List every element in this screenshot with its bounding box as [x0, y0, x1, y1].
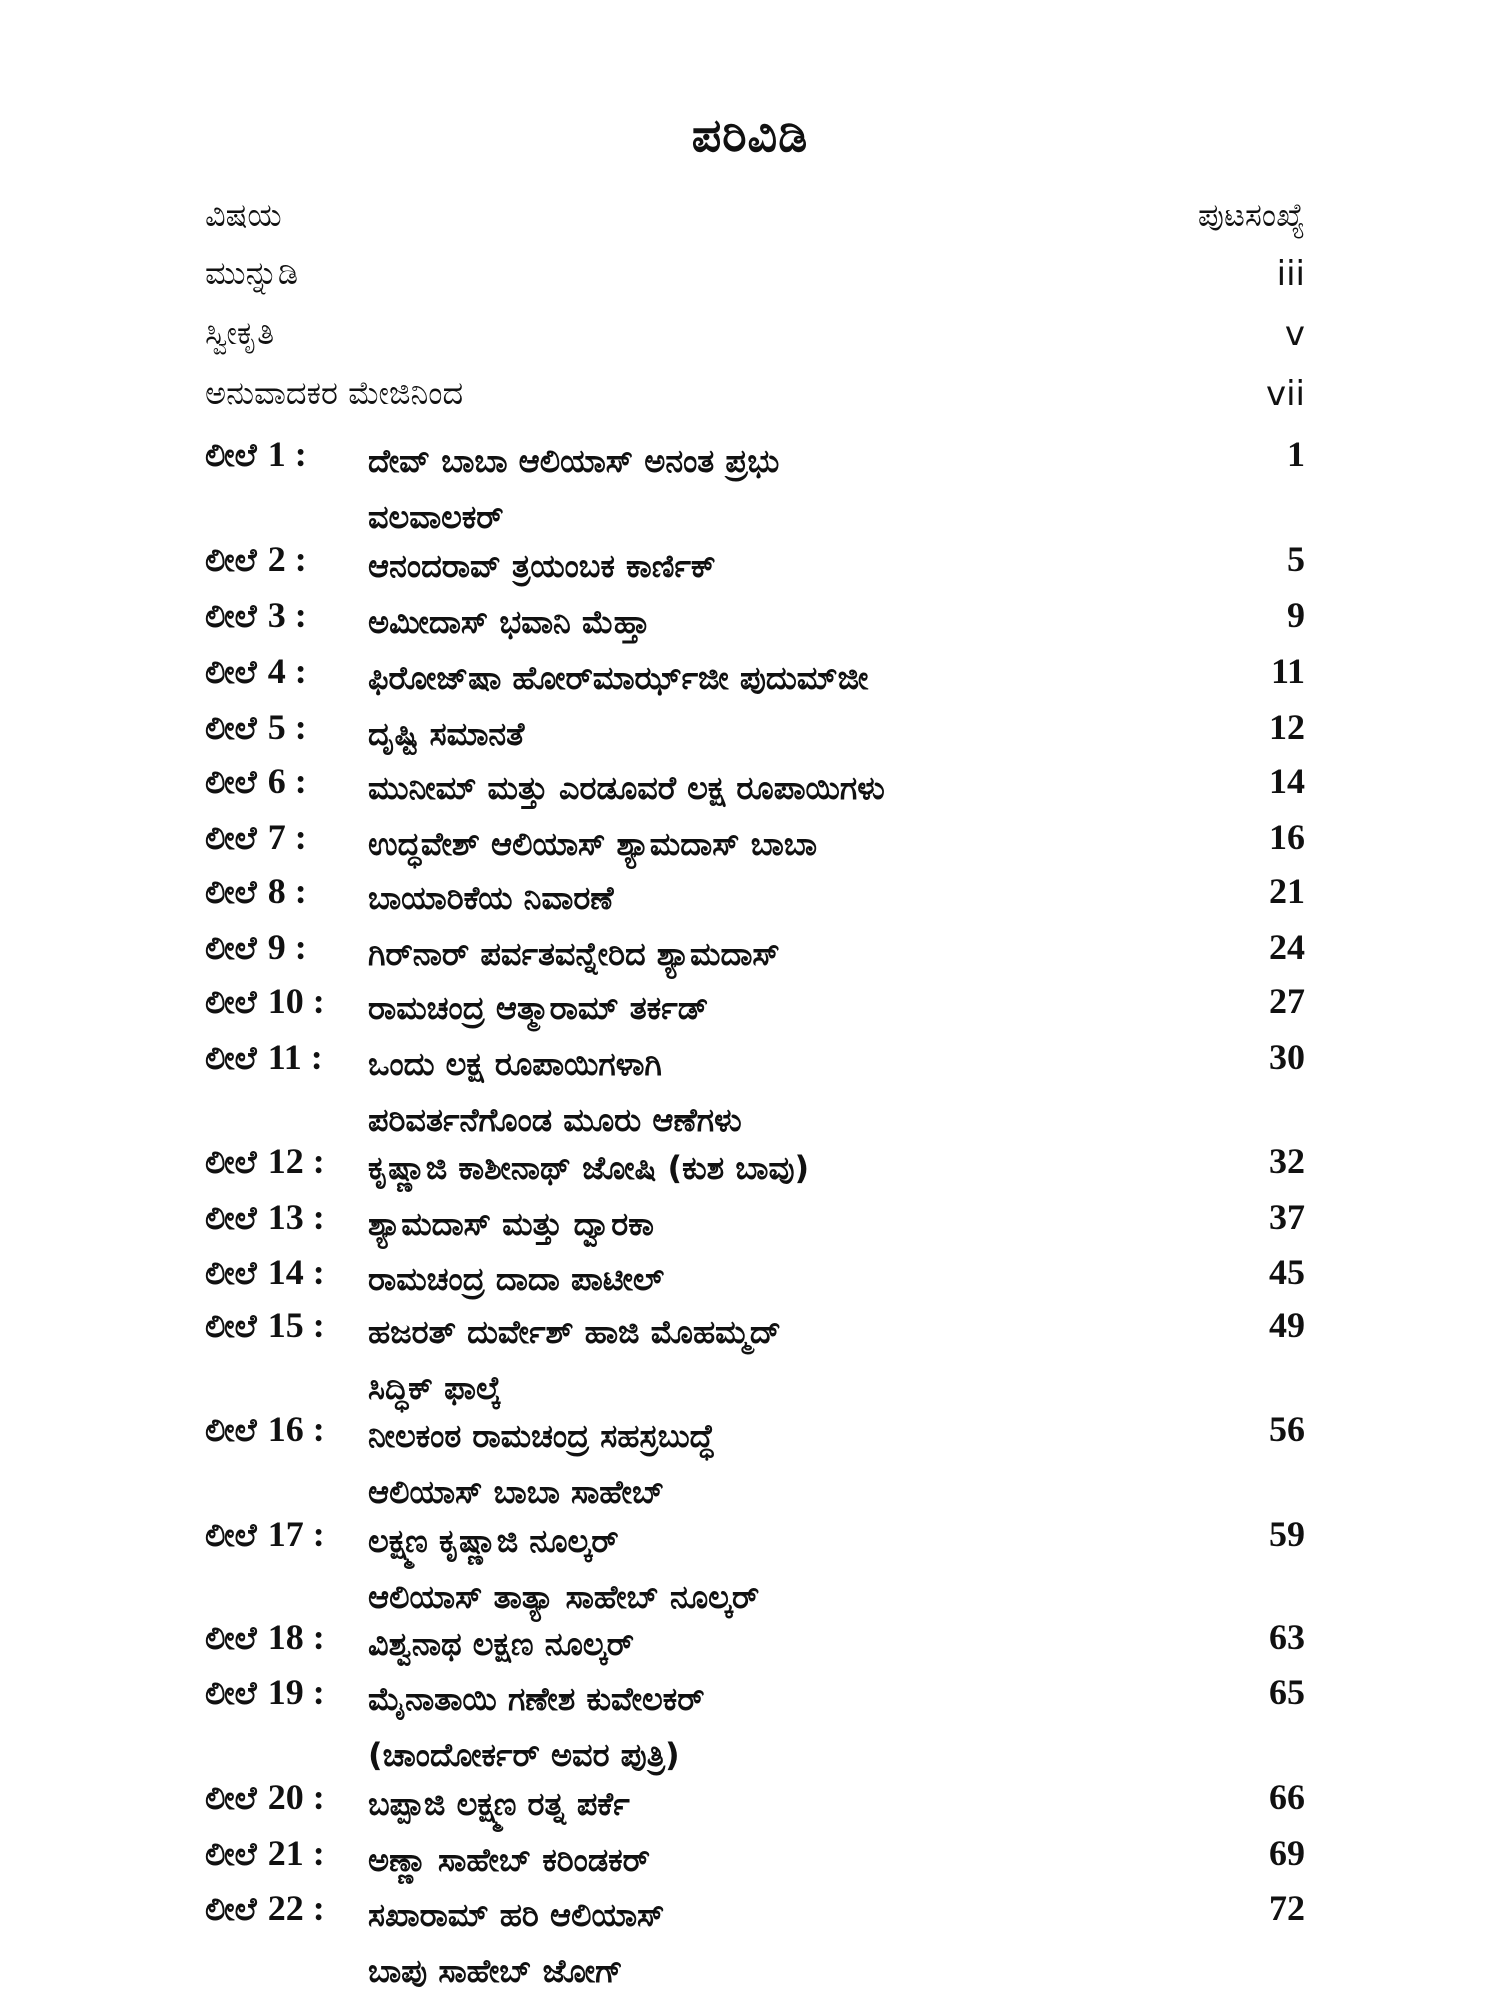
- chapter-prefix: [205, 538, 307, 580]
- chapter-word: ಲೀಲೆ: [205, 1674, 257, 1712]
- chapter-number: 14: [267, 1252, 304, 1292]
- chapter-separator: :: [303, 1305, 325, 1345]
- chapter-title: [368, 1304, 781, 1416]
- page-title: ಪರಿವಿಡಿ: [691, 108, 809, 162]
- chapter-page-number: 59: [1269, 1514, 1305, 1554]
- chapter-page-number: 1: [1287, 434, 1305, 474]
- chapter-title: [368, 1140, 809, 1196]
- chapter-prefix: [205, 926, 307, 968]
- front-matter-page: v: [1284, 314, 1305, 354]
- chapter-title-line: ಬಾಪು ಸಾಹೇಬ್ ಜೋಗ್: [368, 1952, 623, 1990]
- chapter-separator: :: [285, 595, 307, 635]
- chapter-prefix: [205, 1304, 325, 1346]
- chapter-title: [368, 706, 524, 762]
- chapter-word: ಲೀಲೆ: [205, 1199, 257, 1237]
- chapter-page-number: 72: [1269, 1888, 1305, 1928]
- chapter-page-number: 24: [1269, 927, 1305, 967]
- chapter-title-line: ಮುನೀಮ್ ಮತ್ತು ಎರಡೂವರೆ ಲಕ್ಷ ರೂಪಾಯಿಗಳು: [368, 769, 885, 807]
- chapter-prefix: [205, 1616, 325, 1658]
- chapter-word: ಲೀಲೆ: [205, 1835, 257, 1873]
- chapter-title-line: ಸಖಾರಾಮ್ ಹರಿ ಆಲಿಯಾಸ್: [368, 1896, 665, 1934]
- chapter-prefix: [205, 1671, 325, 1713]
- chapter-word: ಲೀಲೆ: [205, 1254, 257, 1292]
- chapter-prefix: [205, 594, 307, 636]
- chapter-prefix: [205, 1140, 325, 1182]
- chapter-title-line: ಬಾಯಾರಿಕೆಯ ನಿವಾರಣೆ: [368, 879, 614, 917]
- chapter-page-number: 9: [1287, 595, 1305, 635]
- chapter-number: 4: [267, 651, 286, 691]
- chapter-number: 16: [267, 1409, 304, 1449]
- chapter-title-line: ಒಂದು ಲಕ್ಷ ರೂಪಾಯಿಗಳಾಗಿ: [368, 1045, 662, 1083]
- chapter-title: [368, 1832, 650, 1888]
- chapter-page-number: 32: [1269, 1141, 1305, 1181]
- chapter-word: ಲೀಲೆ: [205, 1039, 257, 1077]
- chapter-prefix: [205, 1251, 325, 1293]
- chapter-page-number: 66: [1269, 1777, 1305, 1817]
- chapter-prefix: [205, 1887, 325, 1929]
- chapter-page-number: 65: [1269, 1672, 1305, 1712]
- chapter-number: 10: [267, 981, 304, 1021]
- chapter-title-line: ಹಜರತ್ ದುರ್ವೇಶ್ ಹಾಜಿ ಮೊಹಮ್ಮದ್: [368, 1313, 781, 1351]
- chapter-number: 12: [267, 1141, 304, 1181]
- chapter-separator: :: [285, 539, 307, 579]
- chapter-title-line: ನೀಲಕಂಠ ರಾಮಚಂದ್ರ ಸಹಸ್ರಬುದ್ಧೆ: [368, 1417, 715, 1455]
- chapter-title-line: ಉದ್ಧವೇಶ್ ಆಲಿಯಾಸ್ ಶ್ಯಾಮದಾಸ್ ಬಾಬಾ: [368, 825, 818, 863]
- chapter-title-line: ರಾಮಚಂದ್ರ ದಾದಾ ಪಾಟೀಲ್: [368, 1260, 665, 1298]
- chapter-number: 22: [267, 1888, 304, 1928]
- chapter-word: ಲೀಲೆ: [205, 436, 257, 474]
- front-matter-item: [205, 254, 1305, 304]
- chapter-title: [368, 1251, 664, 1307]
- chapter-prefix: [205, 870, 307, 912]
- chapter-prefix: [205, 816, 307, 858]
- chapter-title: [368, 433, 779, 545]
- chapter-number: 9: [267, 927, 286, 967]
- chapter-prefix: [205, 1832, 325, 1874]
- chapter-title: [368, 1036, 742, 1148]
- chapter-separator: :: [285, 761, 307, 801]
- chapter-prefix: [205, 1776, 325, 1818]
- chapter-title-line: ಕೃಷ್ಣಾಜಿ ಕಾಶೀನಾಥ್ ಜೋಷಿ (ಕುಶ ಬಾವು): [368, 1149, 810, 1187]
- chapter-word: ಲೀಲೆ: [205, 763, 257, 801]
- chapter-separator: :: [303, 1514, 325, 1554]
- chapter-title-line: ವಲವಾಲಕರ್: [368, 498, 504, 536]
- chapter-page-number: 14: [1269, 761, 1305, 801]
- chapter-prefix: [205, 433, 307, 475]
- chapter-title: [368, 760, 885, 816]
- chapter-word: ಲೀಲೆ: [205, 929, 257, 967]
- chapter-separator: :: [303, 981, 325, 1021]
- chapter-separator: :: [285, 927, 307, 967]
- front-matter-label: ಸ್ವೀಕೃತಿ: [205, 314, 275, 352]
- chapter-prefix: [205, 1513, 325, 1555]
- chapter-word: ಲೀಲೆ: [205, 1411, 257, 1449]
- chapter-title-line: ಆಲಿಯಾಸ್ ತಾತ್ಯಾ ಸಾಹೇಬ್ ನೂಲ್ಕರ್: [368, 1578, 760, 1616]
- chapter-number: 1: [267, 434, 286, 474]
- chapter-title: [368, 870, 614, 926]
- chapter-title-line: ಮೈನಾತಾಯಿ ಗಣೇಶ ಕುವೇಲಕರ್: [368, 1680, 705, 1718]
- chapter-title-line: ಗಿರ್‌ನಾರ್ ಪರ್ವತವನ್ನೇರಿದ ಶ್ಯಾಮದಾಸ್: [368, 935, 780, 973]
- subject-header: ವಿಷಯ: [205, 196, 282, 234]
- chapter-title: [368, 1408, 714, 1520]
- toc-header: [205, 196, 1305, 246]
- chapter-separator: :: [303, 1777, 325, 1817]
- chapter-separator: :: [303, 1409, 325, 1449]
- chapter-separator: :: [285, 817, 307, 857]
- chapter-title-line: ದೃಷ್ಟಿ ಸಮಾನತೆ: [368, 715, 525, 753]
- chapter-page-number: 63: [1269, 1617, 1305, 1657]
- chapter-separator: :: [303, 1197, 325, 1237]
- front-matter-page: iii: [1276, 254, 1305, 294]
- chapter-word: ಲೀಲೆ: [205, 1890, 257, 1928]
- chapter-word: ಲೀಲೆ: [205, 983, 257, 1021]
- chapter-word: ಲೀಲೆ: [205, 1779, 257, 1817]
- chapter-prefix: [205, 706, 307, 748]
- chapter-number: 2: [267, 539, 286, 579]
- front-matter-page: vii: [1265, 374, 1305, 414]
- chapter-separator: :: [303, 1617, 325, 1657]
- chapter-separator: :: [285, 434, 307, 474]
- chapter-title-line: ಅಮೀದಾಸ್ ಭವಾನಿ ಮೆಹ್ತಾ: [368, 603, 650, 641]
- chapter-number: 17: [267, 1514, 304, 1554]
- chapter-title: [368, 1887, 664, 1999]
- chapter-prefix: [205, 980, 325, 1022]
- chapter-separator: :: [303, 1672, 325, 1712]
- chapter-page-number: 11: [1270, 651, 1305, 691]
- chapter-page-number: 37: [1269, 1197, 1305, 1237]
- chapter-separator: :: [301, 1037, 323, 1077]
- chapter-title: [368, 1616, 634, 1672]
- chapter-number: 3: [267, 595, 286, 635]
- chapter-title: [368, 650, 868, 706]
- chapter-title: [368, 1513, 759, 1625]
- chapter-word: ಲೀಲೆ: [205, 709, 257, 747]
- chapter-title: [368, 926, 780, 982]
- chapter-word: ಲೀಲೆ: [205, 1307, 257, 1345]
- chapter-page-number: 12: [1269, 707, 1305, 747]
- chapter-page-number: 56: [1269, 1409, 1305, 1449]
- chapter-title: [368, 1671, 705, 1783]
- chapter-separator: :: [285, 871, 307, 911]
- chapter-title-line: ಬಪ್ಪಾಜಿ ಲಕ್ಷ್ಮಣ ರತ್ನ ಪರ್ಕೆ: [368, 1785, 630, 1823]
- chapter-number: 6: [267, 761, 286, 801]
- chapter-word: ಲೀಲೆ: [205, 1516, 257, 1554]
- chapter-page-number: 45: [1269, 1252, 1305, 1292]
- chapter-number: 7: [267, 817, 286, 857]
- chapter-title-line: ಫಿರೋಜ್‌ಷಾ ಹೋರ್‌ಮಾರ್ಝ್‌ಜೀ ಪುದುಮ್‌ಜೀ: [368, 659, 869, 697]
- chapter-page-number: 27: [1269, 981, 1305, 1021]
- chapter-page-number: 30: [1269, 1037, 1305, 1077]
- chapter-page-number: 69: [1269, 1833, 1305, 1873]
- chapter-word: ಲೀಲೆ: [205, 653, 257, 691]
- chapter-number: 18: [267, 1617, 304, 1657]
- chapter-word: ಲೀಲೆ: [205, 1619, 257, 1657]
- chapter-prefix: [205, 650, 307, 692]
- chapter-prefix: [205, 1408, 325, 1450]
- chapter-word: ಲೀಲೆ: [205, 597, 257, 635]
- chapter-title: [368, 1776, 630, 1832]
- front-matter-label: ಅನುವಾದಕರ ಮೇಜಿನಿಂದ: [205, 374, 464, 412]
- chapter-title-line: ಸಿದ್ಧಿಕ್ ಫಾಲ್ಕೆ: [368, 1369, 502, 1407]
- chapter-title: [368, 594, 650, 650]
- chapter-title: [368, 538, 716, 594]
- chapter-number: 15: [267, 1305, 304, 1345]
- page-number-header: ಪುಟಸಂಖ್ಯೆ: [1197, 196, 1305, 234]
- chapter-page-number: 21: [1269, 871, 1305, 911]
- chapter-page-number: 49: [1269, 1305, 1305, 1345]
- chapter-title-line: ವಿಶ್ವನಾಥ ಲಕ್ಷಣ ನೂಲ್ಕರ್: [368, 1625, 634, 1663]
- chapter-title-line: ಆಲಿಯಾಸ್ ಬಾಬಾ ಸಾಹೇಬ್: [368, 1473, 665, 1511]
- chapter-number: 13: [267, 1197, 304, 1237]
- chapter-number: 5: [267, 707, 286, 747]
- chapter-word: ಲೀಲೆ: [205, 541, 257, 579]
- chapter-word: ಲೀಲೆ: [205, 819, 257, 857]
- chapter-title-line: ಪರಿವರ್ತನೆಗೊಂಡ ಮೂರು ಆಣೆಗಳು: [368, 1101, 742, 1139]
- chapter-title-line: ರಾಮಚಂದ್ರ ಆತ್ಮಾರಾಮ್ ತರ್ಕಡ್: [368, 989, 709, 1027]
- chapter-title-line: (ಚಾಂದೋರ್ಕರ್ ಅವರ ಪುತ್ರಿ): [368, 1736, 680, 1774]
- chapter-word: ಲೀಲೆ: [205, 1143, 257, 1181]
- chapter-title: [368, 980, 709, 1036]
- chapter-separator: :: [303, 1888, 325, 1928]
- chapter-page-number: 5: [1287, 539, 1305, 579]
- chapter-page-number: 16: [1269, 817, 1305, 857]
- chapter-number: 21: [267, 1833, 304, 1873]
- chapter-prefix: [205, 1196, 325, 1238]
- chapter-separator: :: [303, 1141, 325, 1181]
- front-matter-item: [205, 314, 1305, 364]
- chapter-title-line: ಅಣ್ಣಾ ಸಾಹೇಬ್ ಕರಿಂಡಕರ್: [368, 1841, 650, 1879]
- chapter-title-line: ಲಕ್ಷ್ಮಣ ಕೃಷ್ಣಾಜಿ ನೂಲ್ಕರ್: [368, 1522, 619, 1560]
- chapter-title: [368, 1196, 654, 1252]
- chapter-number: 8: [267, 871, 286, 911]
- chapter-separator: :: [285, 651, 307, 691]
- chapter-prefix: [205, 760, 307, 802]
- chapter-separator: :: [303, 1252, 325, 1292]
- chapter-separator: :: [303, 1833, 325, 1873]
- chapter-separator: :: [285, 707, 307, 747]
- chapter-title: [368, 816, 817, 872]
- chapter-number: 11: [267, 1037, 302, 1077]
- front-matter-label: ಮುನ್ನುಡಿ: [205, 254, 299, 292]
- chapter-number: 20: [267, 1777, 304, 1817]
- chapter-word: ಲೀಲೆ: [205, 873, 257, 911]
- chapter-title-line: ಶ್ಯಾಮದಾಸ್ ಮತ್ತು ದ್ವಾರಕಾ: [368, 1205, 654, 1243]
- front-matter-item: [205, 374, 1305, 424]
- chapter-title-line: ಆನಂದರಾವ್ ತ್ರಯಂಬಕ ಕಾರ್ಣಿಕ್: [368, 547, 716, 585]
- chapter-prefix: [205, 1036, 323, 1078]
- chapter-number: 19: [267, 1672, 304, 1712]
- chapter-title-line: ದೇವ್ ಬಾಬಾ ಆಲಿಯಾಸ್ ಅನಂತ ಪ್ರಭು: [368, 442, 780, 480]
